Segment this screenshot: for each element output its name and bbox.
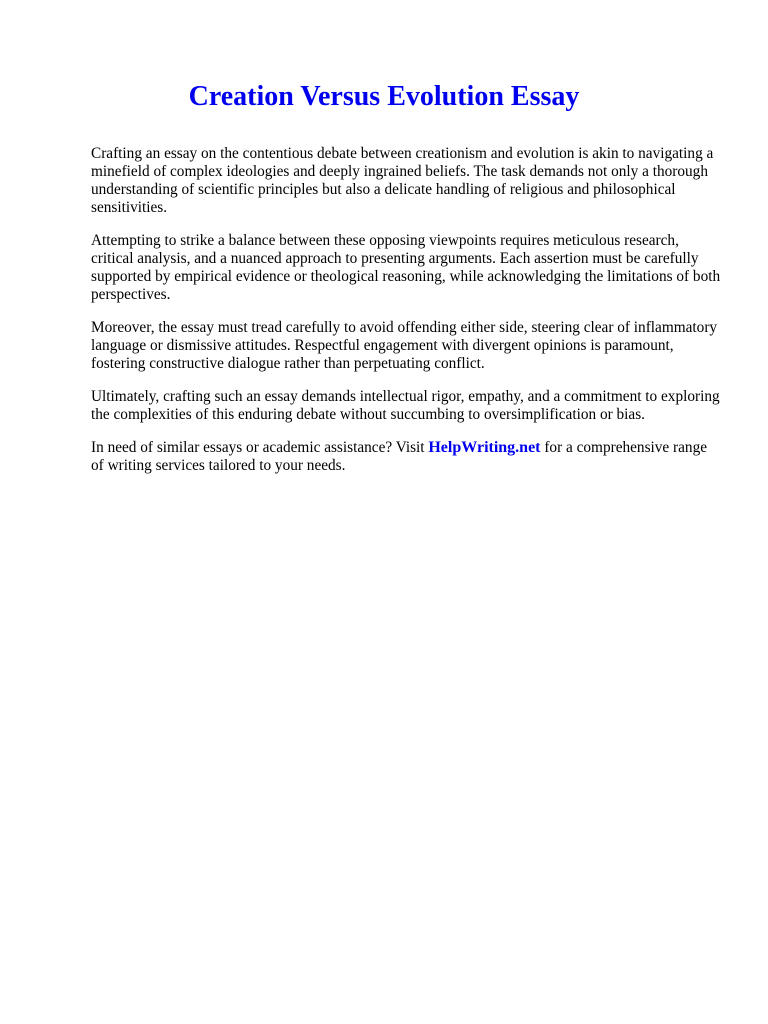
closing-paragraph	[91, 439, 721, 475]
closing-text-after-link: for a comprehensive range of writing services tailored to your needs.	[91, 439, 708, 474]
document-body	[91, 145, 721, 490]
document-title: Creation Versus Evolution Essay	[188, 81, 580, 112]
paragraph-4: Ultimately, crafting such an essay demands intellectual rigor, empathy, and a commitment to exploring the complexities of this enduring debate without succumbing to oversimplification or bias.	[91, 388, 720, 423]
closing-text-before-link: In need of similar essays or academic assistance? Visit	[91, 439, 429, 456]
paragraph-3: Moreover, the essay must tread carefully to avoid offending either side, steering clear of inflammatory language or dismissive attitudes. Respectful engagement with divergent opinions is paramount, fostering constructive dialogue rather than perpetuating conflict.	[91, 319, 718, 372]
helpwriting-link[interactable]: HelpWriting.net	[428, 439, 541, 456]
paragraph-2: Attempting to strike a balance between these opposing viewpoints requires meticulous research, critical analysis, and a nuanced approach to presenting arguments. Each assertion must be carefully supported by empirical evidence or theological reasoning, while acknowledging the limitations of both perspectives.	[91, 232, 721, 303]
paragraph-1: Crafting an essay on the contentious debate between creationism and evolution is akin to navigating a minefield of complex ideologies and deeply ingrained beliefs. The task demands not only a thorough understanding of scientific principles but also a delicate handling of religious and philosophical sensitivities.	[91, 145, 714, 216]
